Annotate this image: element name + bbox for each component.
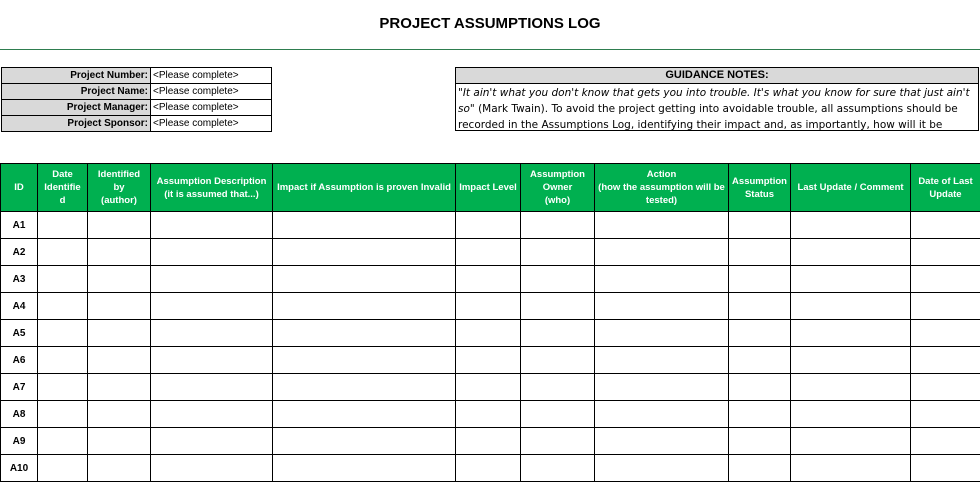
- table-cell[interactable]: [38, 347, 88, 374]
- project-info-label: Project Number:: [2, 68, 151, 84]
- table-cell[interactable]: [151, 266, 273, 293]
- row-id: A6: [1, 347, 38, 374]
- table-cell[interactable]: [151, 347, 273, 374]
- guidance-quote: "It ain't what you don't know that gets you into trouble. It's what you know for sure that just ain't so": [458, 87, 970, 115]
- table-cell[interactable]: [273, 401, 456, 428]
- table-row: [1, 455, 980, 482]
- column-header-line: Identified: [97, 169, 141, 180]
- table-cell[interactable]: [791, 455, 911, 482]
- table-cell[interactable]: [521, 374, 595, 401]
- table-cell[interactable]: [88, 374, 151, 401]
- table-row: [1, 428, 980, 455]
- project-info-label: Project Sponsor:: [2, 116, 151, 132]
- table-cell[interactable]: [38, 374, 88, 401]
- row-id: A8: [1, 401, 38, 428]
- table-cell[interactable]: [273, 293, 456, 320]
- column-header-line: (author): [101, 195, 137, 206]
- table-cell[interactable]: [456, 212, 521, 239]
- table-cell[interactable]: [729, 239, 791, 266]
- page-title: PROJECT ASSUMPTIONS LOG: [379, 15, 601, 32]
- table-cell[interactable]: [456, 428, 521, 455]
- table-cell[interactable]: [729, 293, 791, 320]
- column-header: [88, 164, 151, 212]
- column-header: [911, 164, 980, 212]
- table-cell[interactable]: [151, 455, 273, 482]
- table-cell[interactable]: [38, 293, 88, 320]
- column-header-line: Assumption Description: [156, 175, 267, 187]
- table-cell[interactable]: [456, 320, 521, 347]
- table-cell[interactable]: [38, 320, 88, 347]
- column-header-line: d: [59, 195, 66, 206]
- column-header-line: by: [113, 182, 125, 193]
- project-info-label: Project Name:: [2, 84, 151, 100]
- table-cell[interactable]: [595, 455, 729, 482]
- table-cell[interactable]: [456, 266, 521, 293]
- table-cell[interactable]: [151, 320, 273, 347]
- guidance-heading: GUIDANCE NOTES:: [456, 68, 978, 84]
- table-cell[interactable]: [791, 212, 911, 239]
- table-row: [1, 374, 980, 401]
- table-cell[interactable]: [729, 320, 791, 347]
- title-bar: [0, 0, 980, 50]
- column-header: [273, 164, 456, 212]
- row-id: A10: [1, 455, 38, 482]
- table-cell[interactable]: [273, 455, 456, 482]
- table-cell[interactable]: [38, 401, 88, 428]
- table-cell[interactable]: [911, 239, 980, 266]
- column-header-line: Action: [646, 169, 677, 180]
- table-cell[interactable]: [521, 266, 595, 293]
- column-header-line: Last Update / Comment: [797, 182, 904, 193]
- column-header: [456, 164, 521, 212]
- column-header-line: Owner: [542, 182, 573, 193]
- column-header-line: Impact Level: [459, 182, 517, 193]
- row-id: A3: [1, 266, 38, 293]
- table-cell[interactable]: [791, 293, 911, 320]
- table-cell[interactable]: [88, 239, 151, 266]
- table-cell[interactable]: [595, 266, 729, 293]
- project-info-row: [2, 116, 272, 132]
- table-cell[interactable]: [38, 266, 88, 293]
- table-cell[interactable]: [595, 347, 729, 374]
- column-header: [791, 164, 911, 212]
- project-info-row: [2, 100, 272, 116]
- project-info-value[interactable]: <Please complete>: [151, 84, 272, 100]
- column-header-line: Assumption: [530, 169, 585, 180]
- table-cell[interactable]: [151, 239, 273, 266]
- table-cell[interactable]: [911, 212, 980, 239]
- table-cell[interactable]: [151, 293, 273, 320]
- table-cell[interactable]: [729, 428, 791, 455]
- table-cell[interactable]: [595, 239, 729, 266]
- project-info-row: [2, 68, 272, 84]
- table-cell[interactable]: [88, 347, 151, 374]
- table-cell[interactable]: [595, 374, 729, 401]
- table-cell[interactable]: [88, 266, 151, 293]
- table-cell[interactable]: [151, 428, 273, 455]
- table-cell[interactable]: [273, 239, 456, 266]
- table-cell[interactable]: [791, 347, 911, 374]
- table-cell[interactable]: [911, 266, 980, 293]
- column-header-line: (who): [544, 195, 571, 206]
- table-row: [1, 401, 980, 428]
- table-row: [1, 347, 980, 374]
- table-cell[interactable]: [791, 374, 911, 401]
- table-cell[interactable]: [273, 374, 456, 401]
- column-header: [151, 164, 273, 212]
- table-row: [1, 320, 980, 347]
- table-cell[interactable]: [456, 401, 521, 428]
- column-header-line: Status: [744, 188, 775, 200]
- project-info-row: [2, 84, 272, 100]
- table-cell[interactable]: [791, 320, 911, 347]
- table-cell[interactable]: [729, 455, 791, 482]
- table-cell[interactable]: [88, 212, 151, 239]
- table-cell[interactable]: [729, 212, 791, 239]
- table-cell[interactable]: [911, 374, 980, 401]
- table-cell[interactable]: [88, 293, 151, 320]
- table-cell[interactable]: [911, 401, 980, 428]
- column-header-line: (how the assumption will be: [598, 182, 725, 193]
- table-cell[interactable]: [273, 266, 456, 293]
- guidance-notes: [455, 67, 979, 131]
- table-cell[interactable]: [273, 320, 456, 347]
- header-row: [1, 164, 980, 212]
- table-cell[interactable]: [521, 239, 595, 266]
- table-row: [1, 212, 980, 239]
- table-cell[interactable]: [456, 347, 521, 374]
- table-row: [1, 293, 980, 320]
- column-header-line: Identifie: [44, 182, 81, 193]
- table-cell[interactable]: [595, 428, 729, 455]
- table-cell[interactable]: [456, 239, 521, 266]
- column-header: [595, 164, 729, 212]
- column-header-line: Assumption: [732, 175, 787, 187]
- table-cell[interactable]: [521, 320, 595, 347]
- column-header: [521, 164, 595, 212]
- table-cell[interactable]: [729, 266, 791, 293]
- table-cell[interactable]: [521, 212, 595, 239]
- column-header: [38, 164, 88, 212]
- project-info-value[interactable]: <Please complete>: [151, 100, 272, 116]
- table-cell[interactable]: [729, 347, 791, 374]
- table-row: [1, 239, 980, 266]
- column-header-line: tested): [645, 195, 678, 206]
- table-cell[interactable]: [729, 374, 791, 401]
- table-cell[interactable]: [595, 401, 729, 428]
- table-cell[interactable]: [791, 239, 911, 266]
- table-cell[interactable]: [88, 455, 151, 482]
- table-cell[interactable]: [521, 401, 595, 428]
- row-id: A2: [1, 239, 38, 266]
- table-cell[interactable]: [273, 212, 456, 239]
- table-cell[interactable]: [791, 266, 911, 293]
- guidance-text: (Mark Twain). To avoid the project getting into avoidable trouble, all assumptions should be recorded in the Assumptions Log, identifying their impact and, as importantly, how will it be: [458, 103, 958, 131]
- table-cell[interactable]: [456, 455, 521, 482]
- table-cell[interactable]: [521, 428, 595, 455]
- row-id: A9: [1, 428, 38, 455]
- project-info-label: Project Manager:: [2, 100, 151, 116]
- table-cell[interactable]: [273, 347, 456, 374]
- table-row: [1, 266, 980, 293]
- table-cell[interactable]: [273, 428, 456, 455]
- table-cell[interactable]: [151, 374, 273, 401]
- table-cell[interactable]: [88, 320, 151, 347]
- row-id: A5: [1, 320, 38, 347]
- table-cell[interactable]: [38, 428, 88, 455]
- table-cell[interactable]: [595, 293, 729, 320]
- table-cell[interactable]: [521, 455, 595, 482]
- row-id: A7: [1, 374, 38, 401]
- table-cell[interactable]: [521, 347, 595, 374]
- table-cell[interactable]: [595, 212, 729, 239]
- table-cell[interactable]: [151, 212, 273, 239]
- column-header-line: Update: [929, 188, 962, 200]
- project-info-value[interactable]: <Please complete>: [151, 68, 272, 84]
- project-info-value[interactable]: <Please complete>: [151, 116, 272, 132]
- table-cell[interactable]: [38, 212, 88, 239]
- table-cell[interactable]: [151, 401, 273, 428]
- table-cell[interactable]: [911, 347, 980, 374]
- column-header-line: Date: [52, 169, 73, 180]
- project-info-table: [1, 67, 272, 132]
- table-cell[interactable]: [521, 293, 595, 320]
- table-cell[interactable]: [88, 401, 151, 428]
- row-id: A4: [1, 293, 38, 320]
- column-header-line: Impact if Assumption is proven Invalid: [277, 182, 451, 193]
- column-header-line: (it is assumed that...): [164, 188, 259, 200]
- column-header: [1, 164, 38, 212]
- table-cell[interactable]: [88, 428, 151, 455]
- table-cell[interactable]: [911, 455, 980, 482]
- table-cell[interactable]: [456, 293, 521, 320]
- table-cell[interactable]: [791, 428, 911, 455]
- table-cell[interactable]: [729, 401, 791, 428]
- row-id: A1: [1, 212, 38, 239]
- column-header-line: Date of Last: [918, 175, 973, 187]
- table-cell[interactable]: [38, 455, 88, 482]
- assumptions-log-table: [0, 163, 980, 482]
- table-cell[interactable]: [791, 401, 911, 428]
- table-cell[interactable]: [456, 374, 521, 401]
- table-cell[interactable]: [911, 320, 980, 347]
- table-cell[interactable]: [595, 320, 729, 347]
- guidance-body: [456, 84, 978, 131]
- table-cell[interactable]: [911, 428, 980, 455]
- table-cell[interactable]: [38, 239, 88, 266]
- column-header: [729, 164, 791, 212]
- column-header-line: ID: [14, 182, 24, 193]
- table-cell[interactable]: [911, 293, 980, 320]
